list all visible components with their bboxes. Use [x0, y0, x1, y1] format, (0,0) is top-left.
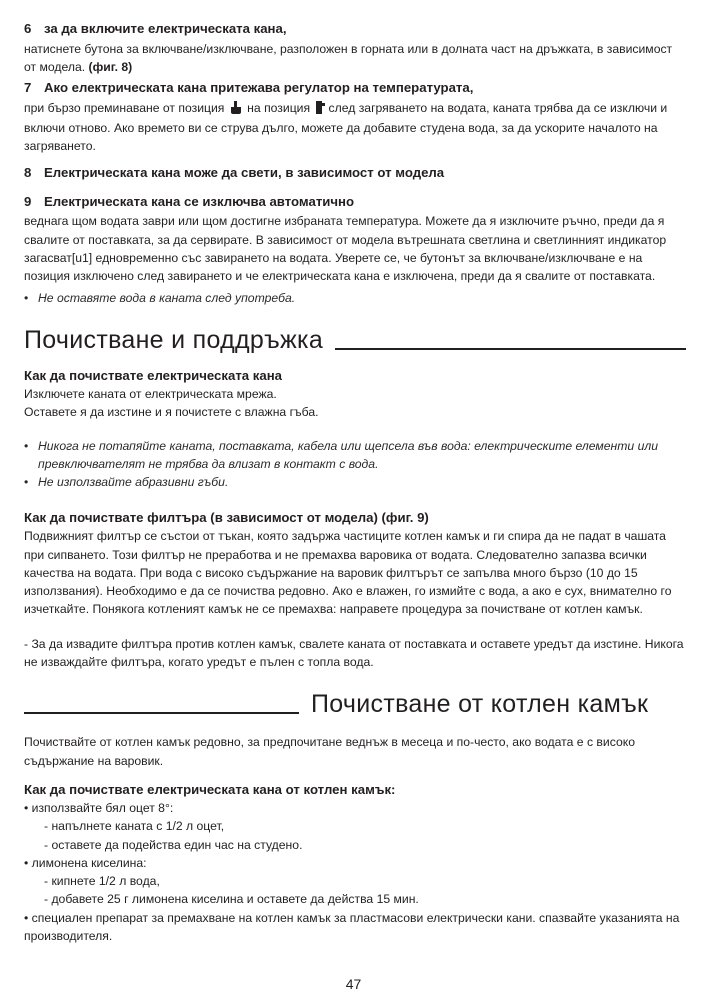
bullet-dot: •: [24, 290, 29, 305]
paragraph-text: на позиция: [247, 100, 311, 115]
section-title-text: Електрическата кана може да свети, в зависимост от модела: [44, 165, 445, 181]
section-7-title: [24, 79, 686, 96]
paragraph-text: при бързо преминаване от позиция: [24, 100, 225, 115]
section-number: 7: [24, 79, 32, 95]
bullet-text: Не оставяте вода в каната след употреба.: [38, 290, 296, 305]
cleaning-heading-row: [24, 319, 686, 355]
cleaning-heading: Почистване и поддръжка: [24, 325, 324, 354]
document-page: [24, 20, 686, 945]
section-6: [24, 20, 686, 77]
bullet-dot: •: [24, 475, 29, 490]
descaling-step: - кипнете 1/2 л вода,: [44, 874, 160, 889]
filter-note: - За да извадите филтъра против котлен камък, свалете каната от поставката и оставете уредът да изстине. Никога не изваждайте филтъра, когато уредът е пълен с топла вода.: [24, 636, 684, 670]
descaling-step: - добавете 25 г лимонена киселина и оставете да действа 15 мин.: [44, 892, 419, 907]
descaling-how-title: Как да почиствате електрическата кана от котлен камък:: [24, 781, 396, 797]
section-8-title: [24, 164, 686, 181]
paragraph-text: след загряването на водата, каната трябва да се изключи и включи отново. Ако времето ви се струва дълго, можете да добавите студена вода, за да ускорите началото на загряването.: [24, 100, 668, 154]
kettle-cleaning-title: Как да почиствате електрическата кана: [24, 367, 283, 383]
section-6-title: [24, 20, 686, 37]
bullet-item: [24, 437, 686, 473]
hand-down-icon: [230, 101, 242, 119]
section-7-text: [24, 99, 686, 156]
cleaning-section: [24, 367, 686, 672]
descaling-list: [24, 799, 686, 945]
page-number: 47: [345, 976, 362, 992]
heading-rule: [24, 712, 299, 714]
descaling-method: • използвайте бял оцет 8°:: [24, 800, 174, 815]
figure-reference: (фиг. 8): [88, 60, 133, 75]
descaling-step: - напълнете каната с 1/2 л оцет,: [44, 819, 225, 834]
bullet-item: [24, 289, 686, 307]
section-8: [24, 164, 686, 181]
descaling-heading-row: [24, 683, 686, 719]
filter-cleaning-title: Как да почиствате филтъра (в зависимост от модела) (фиг. 9): [24, 510, 429, 526]
section-7: [24, 79, 686, 156]
bullet-text: Не използвайте абразивни гъби.: [38, 475, 229, 490]
section-9: [24, 193, 686, 306]
section-9-title: [24, 193, 686, 210]
kettle-full-icon: [315, 101, 326, 119]
descaling-intro: Почиствайте от котлен камък редовно, за предпочитане веднъж в месеца и по-често, ако водата е с високо съдържание на варовик.: [24, 735, 635, 768]
bullet-text: Никога не потапяйте каната, поставката, кабела или щепсела във вода: електрическите елементи или превключвателят не трябва да влизат в контакт с вода.: [38, 439, 659, 472]
descaling-method: • лимонена киселина:: [24, 855, 147, 870]
descaling-method: • специален препарат за премахване на котлен камък за пластмасови електрически кани. спазвайте указанията на производителя.: [24, 910, 680, 944]
section-title-text: Електрическата кана се изключва автоматично: [44, 194, 355, 210]
descaling-step: - оставете да подейства един час на студено.: [44, 837, 303, 852]
bullet-item: [24, 473, 686, 491]
descaling-section: [24, 733, 686, 945]
section-6-text: [24, 40, 686, 77]
kettle-cleaning-line: Оставете я да изстине и я почистете с влажна гъба.: [24, 404, 319, 419]
section-number: 8: [24, 165, 32, 181]
kettle-cleaning-line: Изключете каната от електрическата мрежа.: [24, 386, 277, 401]
section-number: 9: [24, 194, 32, 210]
section-9-text: веднага щом водата заври или щом достигне избраната температура. Можете да я изключите ръчно, преди да я свалите от поставката, за да сервирате. В зависимост от модела вътрешната светлина и светлинният индикатор загасват[u1] едновременно със завирането на водата. Уверете се, че бутонът за включване/изключване е на позиция изключено след завирането и че електрическата кана е изключена, преди да я свалите от поставката.: [24, 214, 667, 284]
bullet-dot: •: [24, 439, 29, 454]
section-title-text: за да включите електрическата кана,: [44, 21, 287, 36]
heading-rule: [335, 348, 686, 350]
section-number: 6: [24, 21, 32, 36]
section-title-text: Ако електрическата кана притежава регулатор на температурата,: [44, 79, 474, 95]
descaling-heading: Почистване от котлен камък: [311, 690, 649, 719]
filter-cleaning-text: Подвижният филтър се състои от тъкан, която задържа частиците котлен камък и ги спира да не падат в чашата при сипването. Този филтър не преработва и не премахва варовика от водата. Следователно запазва всички качества на водата. При вода с високо съдържание на варовик филтърът се запълва много бързо (10 до 15 използвания). Необходимо е да се почиства редовно. Ако е влажен, го измийте с вода, а ако е сух, внимателно го изчеткайте. Понякога котленият камък не се премахва: направете процедура за почистване от котлен камък.: [24, 529, 672, 617]
paragraph-text: натиснете бутона за включване/изключване, разположен в горната или в долната част на дръжката, в зависимост от модела.: [24, 42, 673, 75]
